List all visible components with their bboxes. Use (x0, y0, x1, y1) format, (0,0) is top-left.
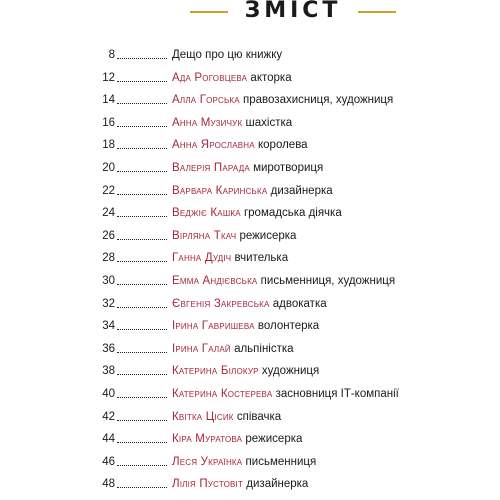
dot-leader (117, 383, 167, 406)
dot-leader (117, 134, 167, 157)
person-role: правозахисниця, художниця (243, 94, 394, 107)
entry-text (172, 157, 323, 180)
person-name: Анна Ярославна (172, 139, 255, 152)
person-name: Ірина Галай (172, 342, 231, 355)
page-number: 40 (102, 387, 115, 400)
toc-entry[interactable] (0, 134, 500, 157)
dot-leader (117, 406, 167, 429)
person-role: альпіністка (234, 342, 294, 355)
person-name: Кіра Муратова (172, 433, 243, 446)
entry-text (172, 112, 292, 135)
entry-text (172, 406, 281, 429)
person-role: громадська діячка (243, 207, 342, 220)
page-number: 44 (102, 433, 115, 446)
person-role: дизайнерка (270, 184, 333, 197)
person-name: Леся Українка (172, 455, 243, 468)
person-role: вчителька (234, 252, 289, 265)
person-name: Катерина Костерева (172, 387, 273, 400)
person-name: Лілія Пустовіт (172, 478, 244, 491)
page-number: 28 (102, 252, 115, 265)
dot-leader (117, 180, 167, 203)
entry-text (172, 428, 302, 451)
person-name: Варвара Каринська (172, 184, 268, 197)
toc-entry[interactable] (0, 406, 500, 429)
toc-entry[interactable] (0, 112, 500, 135)
dot-leader (117, 270, 167, 293)
person-role: адвокатка (272, 297, 327, 310)
dot-leader (117, 202, 167, 225)
toc-entry[interactable] (0, 44, 500, 67)
person-role: художниця (261, 365, 320, 378)
page-number: 18 (102, 139, 115, 152)
entry-text (172, 44, 282, 67)
person-role: акторка (250, 71, 292, 84)
toc-entry[interactable] (0, 270, 500, 293)
person-name: Емма Андієвська (172, 274, 258, 287)
dot-leader (117, 338, 167, 361)
page-number: 20 (102, 161, 115, 174)
dot-leader (117, 67, 167, 90)
person-name: Вірляна Ткач (172, 229, 237, 242)
person-name: Анна Музичук (172, 116, 243, 129)
entry-text (172, 383, 399, 406)
entry-text (172, 202, 342, 225)
toc-entry[interactable] (0, 293, 500, 316)
person-role: письменниця, художниця (260, 274, 396, 287)
dot-leader (117, 44, 167, 67)
dot-leader (117, 112, 167, 135)
page-number: 34 (102, 320, 115, 333)
toc-entry[interactable] (0, 202, 500, 225)
entry-text (172, 89, 393, 112)
page-number: 8 (108, 49, 115, 61)
page-number: 48 (102, 478, 115, 491)
entry-text (172, 180, 333, 203)
page-title: ЗМІСТ (244, 0, 342, 23)
toc-entry[interactable] (0, 247, 500, 270)
header-rule-right (358, 11, 396, 13)
person-role: королева (258, 139, 308, 152)
toc-entry[interactable] (0, 338, 500, 361)
dot-leader (117, 473, 167, 496)
person-name: Ірина Гавришева (172, 320, 255, 333)
person-role: письменниця (245, 455, 317, 468)
person-name: Веджіє Кашка (172, 207, 241, 220)
page-number: 24 (102, 207, 115, 220)
dot-leader (117, 157, 167, 180)
toc-entry[interactable] (0, 180, 500, 203)
entry-text (172, 293, 327, 316)
person-name: Ганна Дудіч (172, 252, 232, 265)
dot-leader (117, 89, 167, 112)
entry-text (172, 67, 292, 90)
toc-entry[interactable] (0, 473, 500, 496)
page-number: 14 (102, 94, 115, 107)
dot-leader (117, 428, 167, 451)
toc-entry[interactable] (0, 67, 500, 90)
person-role: волонтерка (257, 320, 320, 333)
person-name: Ада Роговцева (172, 71, 248, 84)
person-role: шахістка (245, 116, 293, 129)
toc-header (0, 0, 500, 30)
entry-text (172, 270, 395, 293)
toc-entry[interactable] (0, 428, 500, 451)
page-number: 42 (102, 410, 115, 423)
dot-leader (117, 293, 167, 316)
entry-text (172, 451, 316, 474)
header-rule-left (190, 11, 228, 13)
toc-entry[interactable] (0, 383, 500, 406)
entry-text (172, 315, 319, 338)
person-role: співачка (236, 410, 282, 423)
table-of-contents (0, 44, 500, 496)
dot-leader (117, 247, 167, 270)
person-role: режисерка (239, 229, 297, 242)
entry-text (172, 338, 294, 361)
page-number: 12 (102, 71, 115, 84)
page-number: 16 (102, 116, 115, 129)
person-role: засновниця ІТ-компанії (275, 387, 399, 400)
entry-text (172, 247, 288, 270)
page-number: 46 (102, 455, 115, 468)
toc-entry[interactable] (0, 157, 500, 180)
toc-entry[interactable] (0, 225, 500, 248)
person-name: Алла Горська (172, 94, 240, 107)
person-name: Катерина Білокур (172, 365, 259, 378)
entry-text (172, 473, 308, 496)
person-name: Квітка Цісик (172, 410, 234, 423)
section-title: Дещо про цю книжку (172, 49, 283, 61)
toc-entry[interactable] (0, 360, 500, 383)
person-role: миротвориця (253, 161, 324, 174)
entry-text (172, 360, 319, 383)
person-role: дизайнерка (246, 478, 309, 491)
toc-entry[interactable] (0, 451, 500, 474)
page-number: 38 (102, 365, 115, 378)
toc-entry[interactable] (0, 315, 500, 338)
entry-text (172, 134, 308, 157)
page-number: 30 (102, 274, 115, 287)
toc-entry[interactable] (0, 89, 500, 112)
dot-leader (117, 315, 167, 338)
page-number: 36 (102, 342, 115, 355)
person-name: Євгенія Закревська (172, 297, 270, 310)
person-role: режисерка (245, 433, 303, 446)
dot-leader (117, 360, 167, 383)
page-number: 26 (102, 229, 115, 242)
dot-leader (117, 451, 167, 474)
person-name: Валерія Парада (172, 161, 250, 174)
entry-text (172, 225, 296, 248)
page-number: 22 (102, 184, 115, 197)
page-number: 32 (102, 297, 115, 310)
dot-leader (117, 225, 167, 248)
